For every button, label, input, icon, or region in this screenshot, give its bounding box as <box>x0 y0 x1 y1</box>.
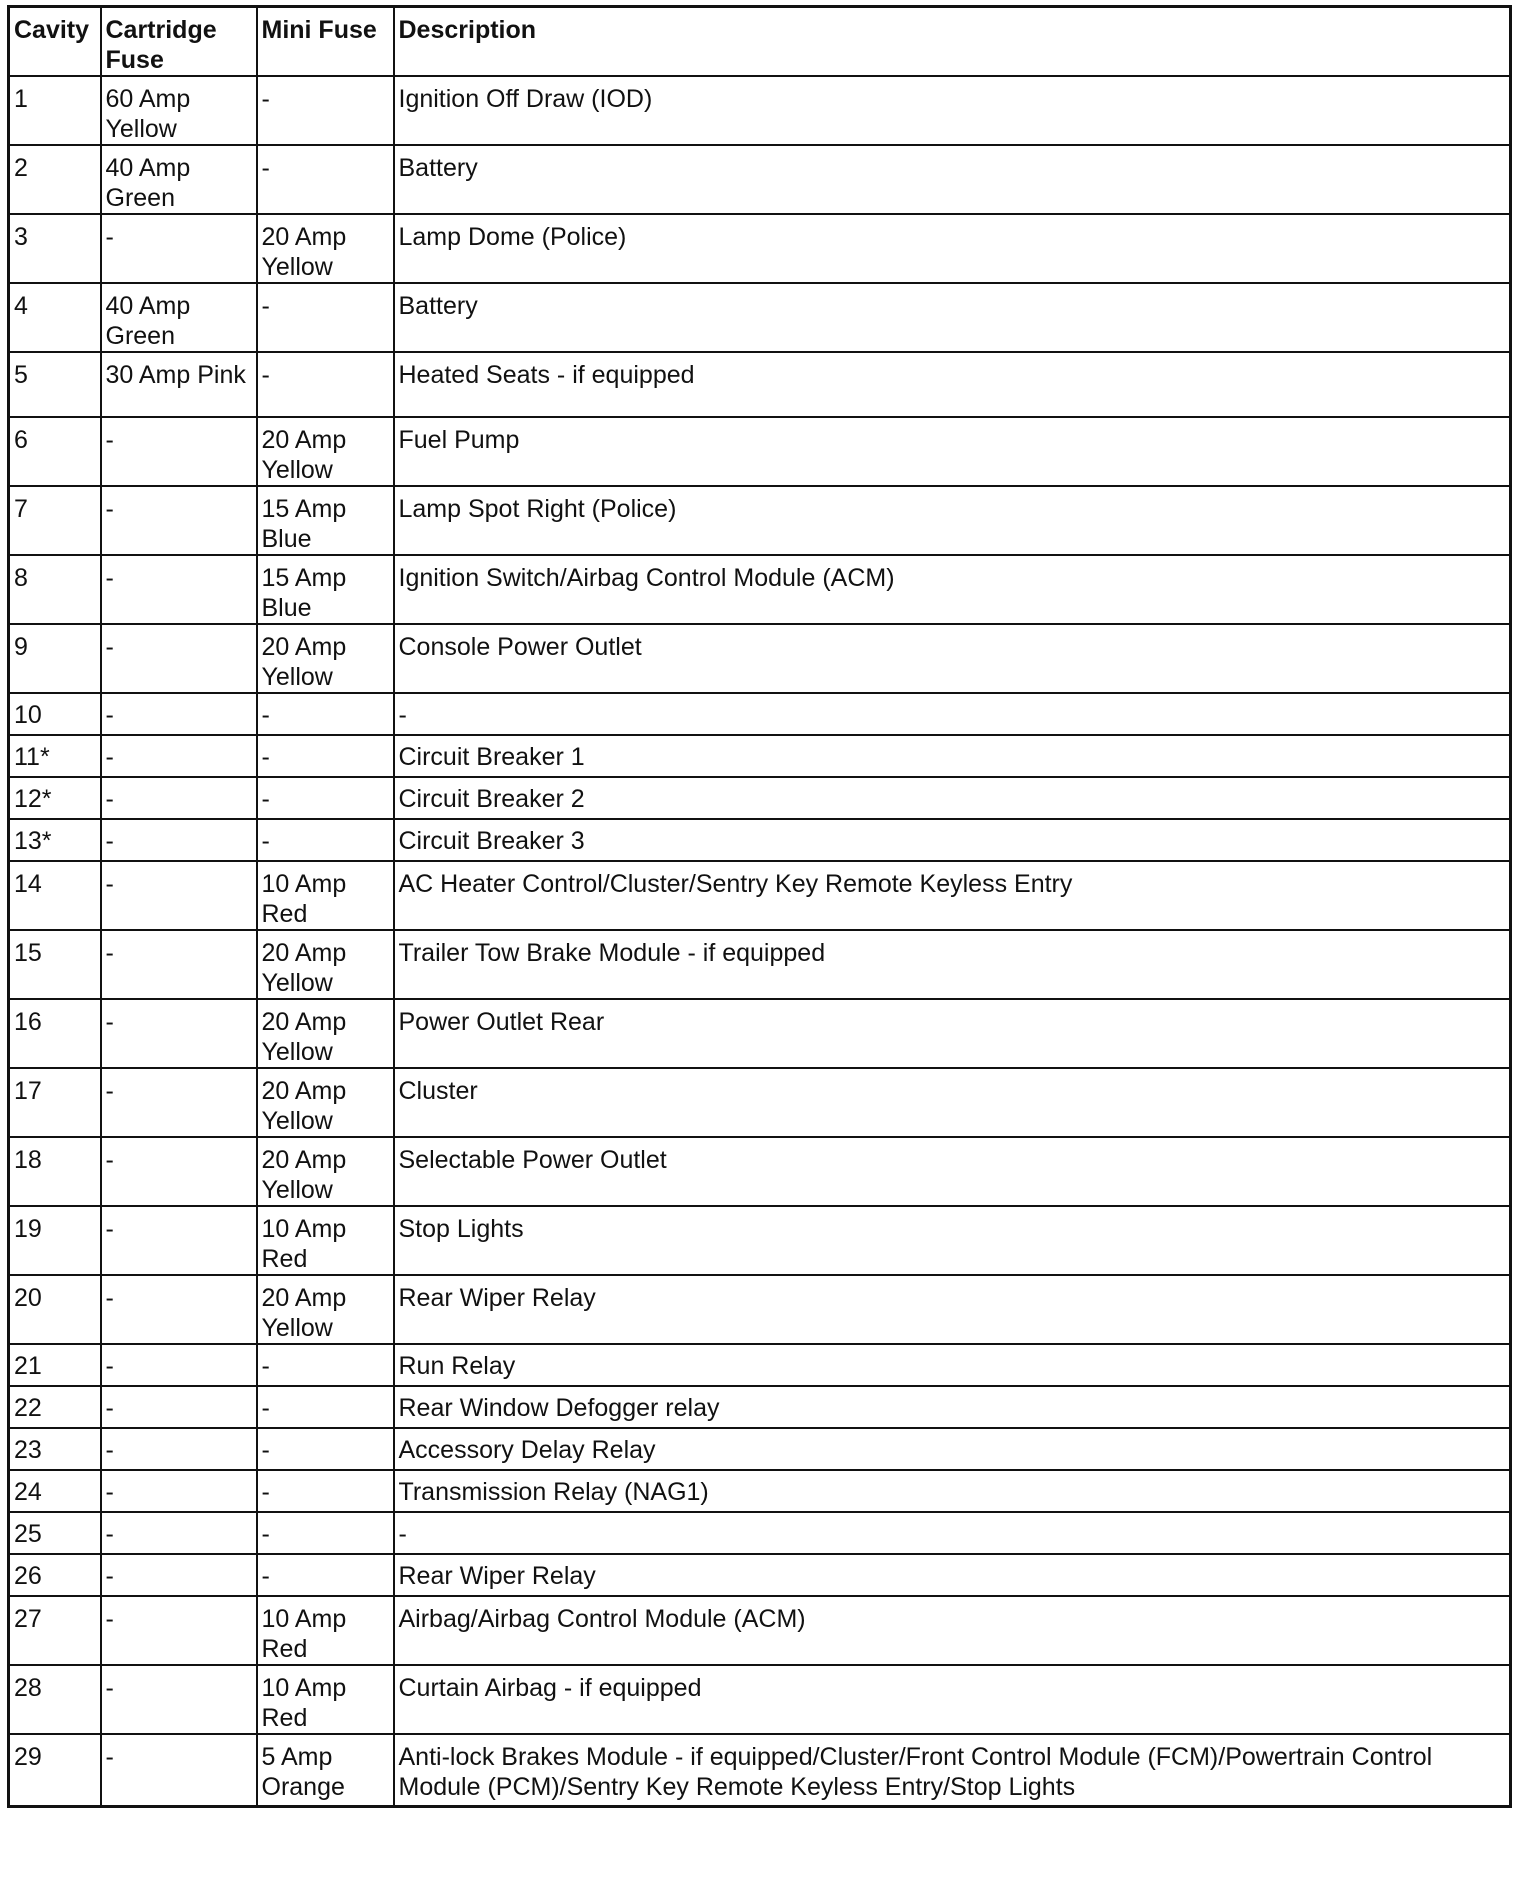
cell-description: AC Heater Control/Cluster/Sentry Key Remote Keyless Entry <box>394 861 1511 930</box>
cell-cartridge-fuse: - <box>101 735 257 777</box>
table-row <box>9 283 1511 352</box>
cell-cavity: 2 <box>9 145 101 214</box>
cell-cavity: 28 <box>9 1665 101 1734</box>
table-row <box>9 145 1511 214</box>
cell-mini-fuse: - <box>257 1386 394 1428</box>
cell-cavity: 20 <box>9 1275 101 1344</box>
cell-mini-fuse: - <box>257 352 394 417</box>
cell-cavity: 26 <box>9 1554 101 1596</box>
cell-description: Battery <box>394 145 1511 214</box>
cell-cartridge-fuse: - <box>101 1137 257 1206</box>
cell-cartridge-fuse: - <box>101 1344 257 1386</box>
cell-cartridge-fuse: - <box>101 214 257 283</box>
cell-description: Console Power Outlet <box>394 624 1511 693</box>
cell-mini-fuse: - <box>257 1554 394 1596</box>
cell-cartridge-fuse: - <box>101 930 257 999</box>
cell-cavity: 29 <box>9 1734 101 1806</box>
cell-description: Cluster <box>394 1068 1511 1137</box>
fuse-table <box>7 5 1512 1808</box>
cell-cartridge-fuse: - <box>101 693 257 735</box>
cell-cartridge-fuse: - <box>101 1665 257 1734</box>
cell-cartridge-fuse: - <box>101 1275 257 1344</box>
table-row <box>9 1386 1511 1428</box>
table-row <box>9 76 1511 145</box>
cell-cartridge-fuse: - <box>101 555 257 624</box>
table-row <box>9 735 1511 777</box>
table-row <box>9 693 1511 735</box>
cell-cartridge-fuse: - <box>101 1428 257 1470</box>
cell-cavity: 22 <box>9 1386 101 1428</box>
cell-cartridge-fuse: - <box>101 1554 257 1596</box>
cell-cartridge-fuse: - <box>101 1386 257 1428</box>
cell-mini-fuse: 20 Amp Yellow <box>257 1275 394 1344</box>
table-row <box>9 214 1511 283</box>
cell-mini-fuse: - <box>257 1428 394 1470</box>
cell-cavity: 4 <box>9 283 101 352</box>
cell-description: Curtain Airbag - if equipped <box>394 1665 1511 1734</box>
cell-description: Power Outlet Rear <box>394 999 1511 1068</box>
cell-mini-fuse: - <box>257 777 394 819</box>
cell-mini-fuse: 10 Amp Red <box>257 1596 394 1665</box>
cell-cartridge-fuse: 60 Amp Yellow <box>101 76 257 145</box>
table-row <box>9 1206 1511 1275</box>
table-row <box>9 1596 1511 1665</box>
table-row <box>9 1470 1511 1512</box>
cell-description: Heated Seats - if equipped <box>394 352 1511 417</box>
cell-cavity: 12* <box>9 777 101 819</box>
table-row <box>9 486 1511 555</box>
cell-cavity: 16 <box>9 999 101 1068</box>
cell-description: Rear Window Defogger relay <box>394 1386 1511 1428</box>
table-row <box>9 1428 1511 1470</box>
cell-description: Rear Wiper Relay <box>394 1275 1511 1344</box>
cell-mini-fuse: - <box>257 1512 394 1554</box>
table-body <box>9 76 1511 1806</box>
cell-mini-fuse: 20 Amp Yellow <box>257 930 394 999</box>
cell-cavity: 21 <box>9 1344 101 1386</box>
table-row <box>9 417 1511 486</box>
cell-cartridge-fuse: - <box>101 1512 257 1554</box>
table-row <box>9 999 1511 1068</box>
cell-cartridge-fuse: - <box>101 1470 257 1512</box>
table-row <box>9 1137 1511 1206</box>
cell-mini-fuse: 20 Amp Yellow <box>257 1068 394 1137</box>
cell-description: Lamp Spot Right (Police) <box>394 486 1511 555</box>
header-mini-fuse: Mini Fuse <box>257 7 394 77</box>
table-row <box>9 819 1511 861</box>
cell-cavity: 5 <box>9 352 101 417</box>
cell-mini-fuse: - <box>257 145 394 214</box>
cell-description: Ignition Switch/Airbag Control Module (ACM) <box>394 555 1511 624</box>
cell-description: Circuit Breaker 3 <box>394 819 1511 861</box>
header-cartridge-fuse: Cartridge Fuse <box>101 7 257 77</box>
cell-cavity: 19 <box>9 1206 101 1275</box>
cell-cavity: 13* <box>9 819 101 861</box>
cell-cavity: 14 <box>9 861 101 930</box>
table-row <box>9 1512 1511 1554</box>
cell-cartridge-fuse: - <box>101 1596 257 1665</box>
cell-cavity: 1 <box>9 76 101 145</box>
cell-mini-fuse: 10 Amp Red <box>257 861 394 930</box>
cell-cartridge-fuse: 40 Amp Green <box>101 145 257 214</box>
cell-cavity: 15 <box>9 930 101 999</box>
cell-cartridge-fuse: - <box>101 1206 257 1275</box>
cell-cavity: 25 <box>9 1512 101 1554</box>
cell-mini-fuse: 10 Amp Red <box>257 1206 394 1275</box>
cell-mini-fuse: 20 Amp Yellow <box>257 214 394 283</box>
cell-cartridge-fuse: - <box>101 417 257 486</box>
cell-cartridge-fuse: - <box>101 486 257 555</box>
cell-cavity: 8 <box>9 555 101 624</box>
table-row <box>9 1734 1511 1806</box>
cell-cartridge-fuse: 30 Amp Pink <box>101 352 257 417</box>
cell-cartridge-fuse: 40 Amp Green <box>101 283 257 352</box>
header-cavity: Cavity <box>9 7 101 77</box>
table-row <box>9 1665 1511 1734</box>
cell-mini-fuse: 10 Amp Red <box>257 1665 394 1734</box>
cell-cavity: 6 <box>9 417 101 486</box>
cell-cavity: 17 <box>9 1068 101 1137</box>
cell-cavity: 10 <box>9 693 101 735</box>
cell-cartridge-fuse: - <box>101 777 257 819</box>
table-row <box>9 1275 1511 1344</box>
cell-mini-fuse: - <box>257 1470 394 1512</box>
cell-cartridge-fuse: - <box>101 819 257 861</box>
cell-mini-fuse: - <box>257 283 394 352</box>
cell-cartridge-fuse: - <box>101 624 257 693</box>
cell-mini-fuse: 20 Amp Yellow <box>257 999 394 1068</box>
cell-description: - <box>394 693 1511 735</box>
cell-cartridge-fuse: - <box>101 1068 257 1137</box>
cell-description: Transmission Relay (NAG1) <box>394 1470 1511 1512</box>
cell-mini-fuse: 15 Amp Blue <box>257 486 394 555</box>
cell-mini-fuse: - <box>257 735 394 777</box>
table-row <box>9 930 1511 999</box>
cell-description: Fuel Pump <box>394 417 1511 486</box>
cell-cavity: 23 <box>9 1428 101 1470</box>
cell-description: Circuit Breaker 1 <box>394 735 1511 777</box>
cell-mini-fuse: 20 Amp Yellow <box>257 417 394 486</box>
table-row <box>9 861 1511 930</box>
cell-description: Lamp Dome (Police) <box>394 214 1511 283</box>
cell-cartridge-fuse: - <box>101 999 257 1068</box>
cell-description: Run Relay <box>394 1344 1511 1386</box>
cell-mini-fuse: 5 Amp Orange <box>257 1734 394 1806</box>
cell-cavity: 27 <box>9 1596 101 1665</box>
table-row <box>9 1068 1511 1137</box>
table-row <box>9 555 1511 624</box>
cell-description: Ignition Off Draw (IOD) <box>394 76 1511 145</box>
cell-cavity: 18 <box>9 1137 101 1206</box>
table-row <box>9 1554 1511 1596</box>
cell-description: Rear Wiper Relay <box>394 1554 1511 1596</box>
cell-description: - <box>394 1512 1511 1554</box>
cell-description: Trailer Tow Brake Module - if equipped <box>394 930 1511 999</box>
cell-description: Circuit Breaker 2 <box>394 777 1511 819</box>
cell-mini-fuse: 15 Amp Blue <box>257 555 394 624</box>
cell-mini-fuse: - <box>257 819 394 861</box>
cell-mini-fuse: - <box>257 1344 394 1386</box>
header-description: Description <box>394 7 1511 77</box>
cell-mini-fuse: - <box>257 693 394 735</box>
cell-cavity: 24 <box>9 1470 101 1512</box>
cell-cavity: 9 <box>9 624 101 693</box>
table-row <box>9 624 1511 693</box>
cell-cartridge-fuse: - <box>101 1734 257 1806</box>
table-row <box>9 1344 1511 1386</box>
cell-cavity: 3 <box>9 214 101 283</box>
cell-description: Airbag/Airbag Control Module (ACM) <box>394 1596 1511 1665</box>
cell-mini-fuse: 20 Amp Yellow <box>257 1137 394 1206</box>
cell-description: Anti-lock Brakes Module - if equipped/Cluster/Front Control Module (FCM)/Powertrain Control Module (PCM)/Sentry Key Remote Keyless Entry/Stop Lights <box>394 1734 1511 1806</box>
cell-cavity: 11* <box>9 735 101 777</box>
table-row <box>9 777 1511 819</box>
cell-description: Selectable Power Outlet <box>394 1137 1511 1206</box>
table-header-row <box>9 7 1511 77</box>
cell-mini-fuse: - <box>257 76 394 145</box>
cell-cavity: 7 <box>9 486 101 555</box>
cell-description: Stop Lights <box>394 1206 1511 1275</box>
cell-cartridge-fuse: - <box>101 861 257 930</box>
cell-mini-fuse: 20 Amp Yellow <box>257 624 394 693</box>
cell-description: Accessory Delay Relay <box>394 1428 1511 1470</box>
table-row <box>9 352 1511 417</box>
cell-description: Battery <box>394 283 1511 352</box>
